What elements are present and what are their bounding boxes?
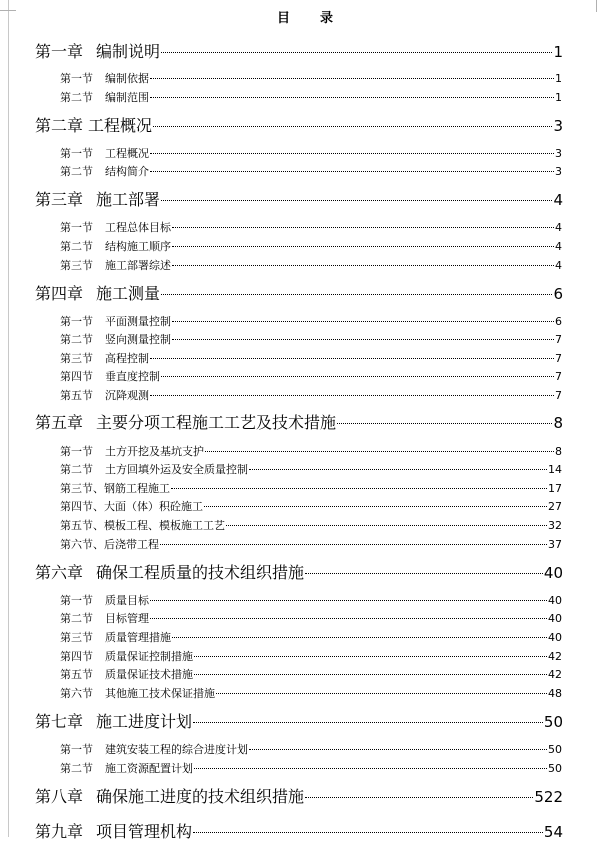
entry-page-number: 4 xyxy=(555,240,562,253)
entry-title: 其他施工技术保证措施 xyxy=(105,687,215,700)
entry-number: 第四章 xyxy=(35,284,84,303)
toc-chapter-entry[interactable] xyxy=(35,823,563,841)
dot-leader xyxy=(150,171,554,172)
dot-leader xyxy=(305,797,533,798)
entry-title: 编制范围 xyxy=(105,91,149,104)
entry-page-number: 50 xyxy=(548,743,562,756)
entry-title: 竖向测量控制 xyxy=(105,333,171,346)
entry-number: 第二节 xyxy=(60,333,93,346)
entry-title: 后浇带工程 xyxy=(104,538,159,551)
toc-section-entry[interactable] xyxy=(60,165,562,178)
toc-section-entry[interactable] xyxy=(60,500,562,513)
dot-leader xyxy=(204,506,547,507)
toc-section-entry[interactable] xyxy=(60,352,562,365)
entry-title: 主要分项工程施工工艺及技术措施 xyxy=(96,413,337,432)
entry-title: 编制依据 xyxy=(105,72,149,85)
entry-title: 垂直度控制 xyxy=(105,370,160,383)
toc-section-entry[interactable] xyxy=(60,594,562,607)
dot-leader xyxy=(150,97,554,98)
entry-page-number: 522 xyxy=(534,788,563,806)
entry-title: 项目管理机构 xyxy=(96,822,193,841)
toc-section-entry[interactable] xyxy=(60,389,562,402)
dot-leader xyxy=(172,339,554,340)
entry-number: 第一章 xyxy=(35,42,84,61)
entry-page-number: 40 xyxy=(548,612,562,625)
entry-page-number: 42 xyxy=(548,650,562,663)
entry-title: 工程概况 xyxy=(105,147,149,160)
entry-page-number: 54 xyxy=(543,823,563,841)
entry-page-number: 8 xyxy=(553,414,563,432)
entry-number: 第三章 xyxy=(35,190,84,209)
entry-title: 高程控制 xyxy=(105,352,149,365)
entry-title: 质量保证控制措施 xyxy=(105,650,193,663)
toc-section-entry[interactable] xyxy=(60,333,562,346)
toc-chapter-entry[interactable] xyxy=(35,117,563,135)
entry-number: 第二节 xyxy=(60,762,93,775)
dot-leader xyxy=(305,573,543,574)
entry-page-number: 3 xyxy=(555,147,562,160)
dot-leader xyxy=(205,451,554,452)
entry-title: 工程总体目标 xyxy=(105,221,171,234)
dot-leader xyxy=(150,600,547,601)
entry-number: 第六节、 xyxy=(60,538,104,551)
toc-chapter-entry[interactable] xyxy=(35,43,563,61)
entry-title: 施工资源配置计划 xyxy=(105,762,193,775)
toc-section-entry[interactable] xyxy=(60,538,562,551)
entry-title: 质量目标 xyxy=(105,594,149,607)
entry-page-number: 37 xyxy=(548,538,562,551)
toc-section-entry[interactable] xyxy=(60,221,562,234)
entry-number: 第二节 xyxy=(60,91,93,104)
entry-title: 土方回填外运及安全质量控制 xyxy=(105,463,248,476)
entry-number: 第三节 xyxy=(60,631,93,644)
dot-leader xyxy=(249,469,547,470)
dot-leader xyxy=(161,294,552,295)
entry-title: 施工测量 xyxy=(96,284,161,303)
entry-title: 结构简介 xyxy=(105,165,149,178)
entry-number: 第一节 xyxy=(60,72,93,85)
entry-page-number: 3 xyxy=(553,117,563,135)
entry-title: 结构施工顺序 xyxy=(105,240,171,253)
entry-title: 编制说明 xyxy=(96,42,161,61)
toc-section-entry[interactable] xyxy=(60,650,562,663)
toc-title-char: 目 xyxy=(276,11,292,26)
toc-chapter-entry[interactable] xyxy=(35,788,563,806)
entry-number: 第一节 xyxy=(60,315,93,328)
entry-page-number: 4 xyxy=(553,191,563,209)
dot-leader xyxy=(161,52,552,53)
entry-number: 第二节 xyxy=(60,612,93,625)
dot-leader xyxy=(226,525,547,526)
entry-page-number: 27 xyxy=(548,500,562,513)
entry-number: 第五节、 xyxy=(60,519,104,532)
entry-page-number: 4 xyxy=(555,221,562,234)
dot-leader xyxy=(171,488,547,489)
entry-page-number: 40 xyxy=(543,564,563,582)
dot-leader xyxy=(172,265,554,266)
entry-number: 第三节 xyxy=(60,352,93,365)
dot-leader xyxy=(194,674,547,675)
dot-leader xyxy=(153,126,552,127)
toc-section-entry[interactable] xyxy=(60,519,562,532)
entry-number: 第五节 xyxy=(60,668,93,681)
entry-title: 质量管理措施 xyxy=(105,631,171,644)
toc-section-entry[interactable] xyxy=(60,259,562,272)
entry-page-number: 50 xyxy=(543,713,563,731)
entry-title: 施工部署综述 xyxy=(105,259,171,272)
dot-leader xyxy=(172,246,554,247)
entry-page-number: 42 xyxy=(548,668,562,681)
dot-leader xyxy=(194,768,547,769)
toc-section-entry[interactable] xyxy=(60,612,562,625)
entry-number: 第七章 xyxy=(35,712,84,731)
toc-section-entry[interactable] xyxy=(60,463,562,476)
toc-chapter-entry[interactable] xyxy=(35,191,563,209)
entry-number: 第六节 xyxy=(60,687,93,700)
entry-page-number: 1 xyxy=(553,43,563,61)
dot-leader xyxy=(216,693,547,694)
dot-leader xyxy=(150,395,554,396)
entry-number: 第一节 xyxy=(60,147,93,160)
entry-number: 第八章 xyxy=(35,787,84,806)
toc-chapter-entry[interactable] xyxy=(35,713,563,731)
entry-title: 土方开挖及基坑支护 xyxy=(105,445,204,458)
dot-leader xyxy=(161,376,554,377)
page-left-edge xyxy=(8,0,9,837)
entry-page-number: 32 xyxy=(548,519,562,532)
entry-number: 第二节 xyxy=(60,463,93,476)
dot-leader xyxy=(172,637,547,638)
entry-title: 施工进度计划 xyxy=(96,712,193,731)
dot-leader xyxy=(193,722,543,723)
entry-number: 第一节 xyxy=(60,594,93,607)
entry-number: 第五节 xyxy=(60,389,93,402)
dot-leader xyxy=(150,153,554,154)
dot-leader xyxy=(160,544,547,545)
entry-title: 钢筋工程施工 xyxy=(104,482,170,495)
dot-leader xyxy=(150,618,547,619)
entry-page-number: 40 xyxy=(548,631,562,644)
entry-number: 第四节、 xyxy=(60,500,104,513)
entry-page-number: 40 xyxy=(548,594,562,607)
dot-leader xyxy=(172,227,554,228)
entry-number: 第四节 xyxy=(60,650,93,663)
toc-chapter-entry[interactable] xyxy=(35,285,563,303)
entry-title: 确保施工进度的技术组织措施 xyxy=(96,787,305,806)
entry-title: 平面测量控制 xyxy=(105,315,171,328)
entry-page-number: 7 xyxy=(555,333,562,346)
entry-title: 大面（体）积砼施工 xyxy=(104,500,203,513)
entry-number: 第六章 xyxy=(35,563,84,582)
dot-leader xyxy=(150,78,554,79)
entry-title: 施工部署 xyxy=(96,190,161,209)
toc-section-entry[interactable] xyxy=(60,91,562,104)
entry-page-number: 4 xyxy=(555,259,562,272)
dot-leader xyxy=(194,656,547,657)
entry-number: 第一节 xyxy=(60,743,93,756)
entry-page-number: 7 xyxy=(555,389,562,402)
entry-title: 确保工程质量的技术组织措施 xyxy=(96,563,305,582)
entry-number: 第二章 xyxy=(35,116,84,135)
entry-page-number: 1 xyxy=(555,72,562,85)
toc-title-char: 录 xyxy=(320,11,336,26)
entry-number: 第一节 xyxy=(60,221,93,234)
entry-number: 第三节、 xyxy=(60,482,104,495)
entry-title: 建筑安装工程的综合进度计划 xyxy=(105,743,248,756)
entry-page-number: 1 xyxy=(555,91,562,104)
entry-page-number: 7 xyxy=(555,370,562,383)
entry-title: 目标管理 xyxy=(105,612,149,625)
entry-page-number: 6 xyxy=(553,285,563,303)
dot-leader xyxy=(337,423,552,424)
toc-section-entry[interactable] xyxy=(60,762,562,775)
dot-leader xyxy=(172,321,554,322)
toc-section-entry[interactable] xyxy=(60,631,562,644)
entry-title: 工程概况 xyxy=(88,116,153,135)
entry-page-number: 48 xyxy=(548,687,562,700)
entry-title: 沉降观测 xyxy=(105,389,149,402)
toc-section-entry[interactable] xyxy=(60,72,562,85)
entry-page-number: 8 xyxy=(555,445,562,458)
entry-number: 第四节 xyxy=(60,370,93,383)
entry-page-number: 7 xyxy=(555,352,562,365)
toc-section-entry[interactable] xyxy=(60,370,562,383)
toc-section-entry[interactable] xyxy=(60,668,562,681)
toc-section-entry[interactable] xyxy=(60,240,562,253)
dot-leader xyxy=(161,200,552,201)
dot-leader xyxy=(150,358,554,359)
toc-chapter-entry[interactable] xyxy=(35,414,563,432)
toc-chapter-entry[interactable] xyxy=(35,564,563,582)
toc-section-entry[interactable] xyxy=(60,743,562,756)
entry-number: 第一节 xyxy=(60,445,93,458)
toc-section-entry[interactable] xyxy=(60,315,562,328)
entry-page-number: 50 xyxy=(548,762,562,775)
entry-number: 第九章 xyxy=(35,822,84,841)
toc-section-entry[interactable] xyxy=(60,147,562,160)
toc-section-entry[interactable] xyxy=(60,482,562,495)
entry-number: 第二节 xyxy=(60,240,93,253)
entry-title: 质量保证技术措施 xyxy=(105,668,193,681)
entry-page-number: 14 xyxy=(548,463,562,476)
dot-leader xyxy=(193,832,543,833)
toc-section-entry[interactable] xyxy=(60,445,562,458)
entry-page-number: 6 xyxy=(555,315,562,328)
entry-title: 模板工程、模板施工工艺 xyxy=(104,519,225,532)
dot-leader xyxy=(249,749,547,750)
toc-title xyxy=(0,7,612,26)
entry-number: 第二节 xyxy=(60,165,93,178)
entry-page-number: 3 xyxy=(555,165,562,178)
entry-number: 第五章 xyxy=(35,413,84,432)
entry-number: 第三节 xyxy=(60,259,93,272)
toc-section-entry[interactable] xyxy=(60,687,562,700)
entry-page-number: 17 xyxy=(548,482,562,495)
